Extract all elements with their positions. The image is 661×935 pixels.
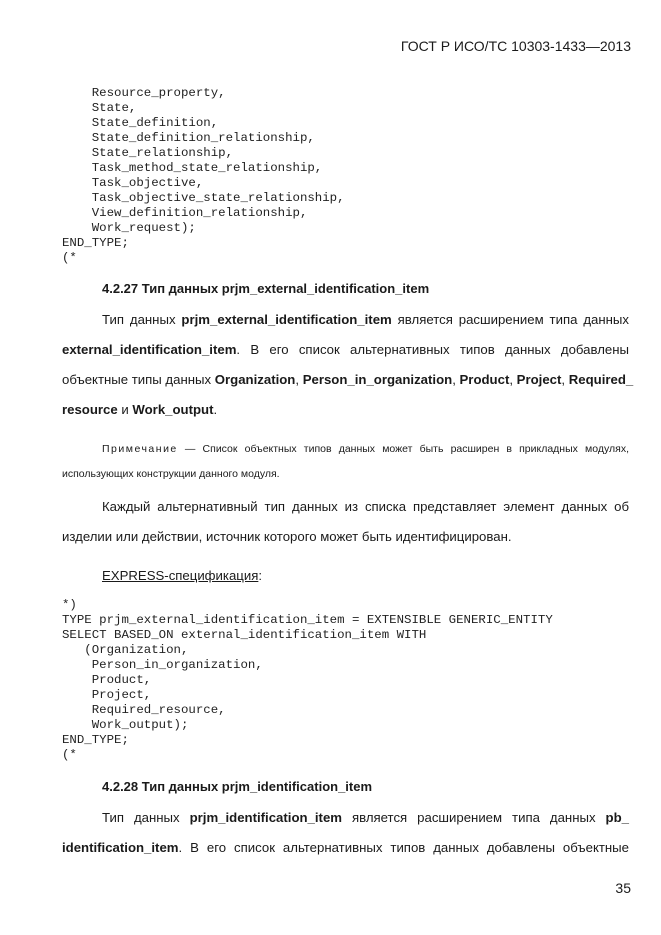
code-line: Person_in_organization, — [62, 658, 263, 672]
paragraph-line: Тип данных prjm_identification_item является расширением типа данных pb_ — [102, 810, 629, 825]
code-line: (Organization, — [62, 643, 189, 657]
code-line: State_relationship, — [62, 146, 234, 160]
section-heading-4-2-28: 4.2.28 Тип данных prjm_identification_item — [102, 779, 373, 794]
note-label: Примечание — [102, 443, 178, 455]
paragraph-line: resource и Work_output. — [62, 402, 218, 417]
paragraph-line: объектные типы данных Organization, Person_in_organization, Product, Project, Required_ — [62, 372, 634, 387]
code-line: State_definition, — [62, 116, 219, 130]
code-line: SELECT BASED_ON external_identification_item WITH — [62, 628, 427, 642]
express-code-block-1 — [62, 86, 345, 266]
paragraph-type-description-2 — [62, 803, 629, 863]
page-number: 35 — [615, 880, 631, 896]
code-line: (* — [62, 748, 77, 762]
code-line: END_TYPE; — [62, 236, 129, 250]
express-spec-label: EXPRESS-спецификация: — [102, 568, 263, 583]
code-line: State, — [62, 101, 137, 115]
code-line: Project, — [62, 688, 152, 702]
section-heading-4-2-27: 4.2.27 Тип данных prjm_external_identification_item — [102, 281, 430, 296]
code-line: Required_resource, — [62, 703, 226, 717]
code-line: State_definition_relationship, — [62, 131, 315, 145]
code-line: *) — [62, 598, 77, 612]
code-line: Work_output); — [62, 718, 189, 732]
paragraph-line: identification_item. В его список альтернативных типов данных добавлены объектные — [62, 840, 629, 855]
code-line: END_TYPE; — [62, 733, 129, 747]
code-line: Resource_property, — [62, 86, 226, 100]
paragraph-line: external_identification_item. В его список альтернативных типов данных добавлены — [62, 342, 629, 357]
paragraph-line: Каждый альтернативный тип данных из списка представляет элемент данных об — [102, 499, 629, 514]
paragraph-line: Тип данных prjm_external_identification_item является расширением типа данных — [102, 312, 629, 327]
paragraph-alternatives — [62, 492, 629, 552]
code-line: Task_method_state_relationship, — [62, 161, 323, 175]
code-line: View_definition_relationship, — [62, 206, 308, 220]
document-header: ГОСТ Р ИСО/ТС 10303-1433—2013 — [400, 38, 631, 54]
paragraph-line: изделии или действии, источник которого может быть идентифицирован. — [62, 529, 512, 544]
code-line: TYPE prjm_external_identification_item = EXTENSIBLE GENERIC_ENTITY — [62, 613, 553, 627]
note-block — [62, 437, 629, 487]
express-code-block-2 — [62, 598, 553, 763]
paragraph-type-description — [62, 305, 634, 425]
note-line: Примечание — Список объектных типов данных может быть расширен в прикладных модулях, — [102, 443, 629, 455]
code-line: Task_objective, — [62, 176, 204, 190]
code-line: Work_request); — [62, 221, 196, 235]
code-line: Product, — [62, 673, 152, 687]
note-line: использующих конструкции данного модуля. — [62, 468, 280, 480]
code-line: Task_objective_state_relationship, — [62, 191, 345, 205]
code-line: (* — [62, 251, 77, 265]
